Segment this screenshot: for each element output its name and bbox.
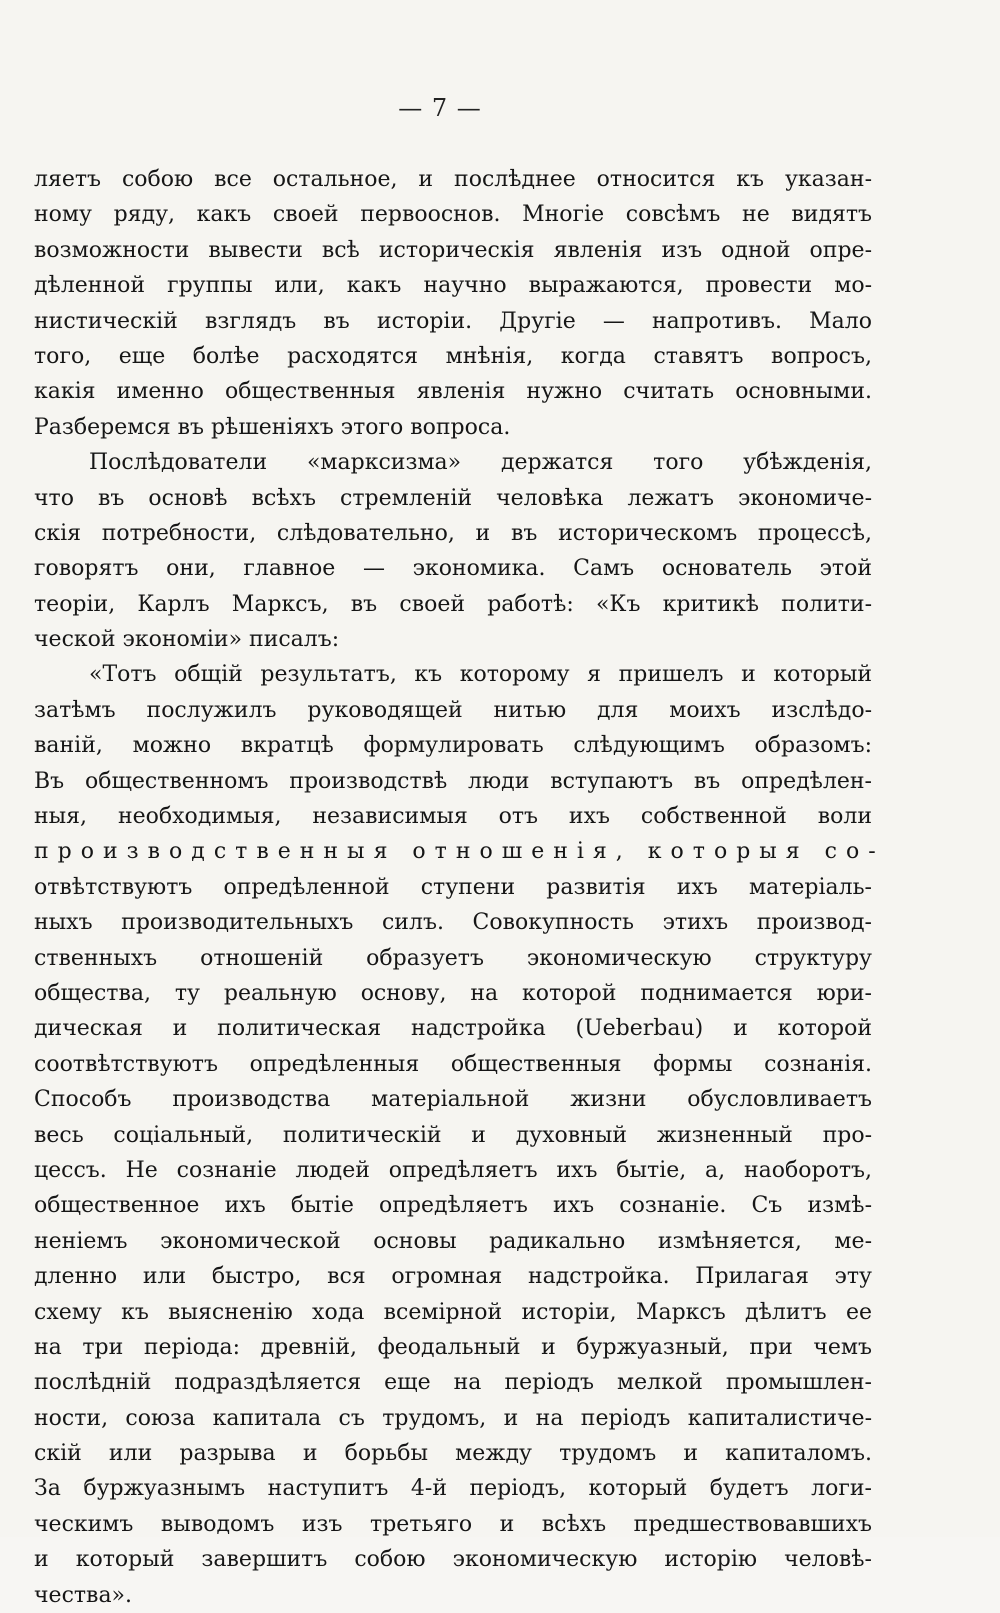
text-line: Послѣдователи «марксизма» держатся того убѣжденія, xyxy=(89,450,872,476)
text-line: весь соціальный, политическій и духовный жизненный про- xyxy=(34,1122,872,1148)
text-line: нистическій взглядъ въ исторіи. Другіе — напротивъ. Мало xyxy=(34,308,872,334)
text-line: цессъ. Не сознаніе людей опредѣляетъ ихъ бытіе, а, наоборотъ, xyxy=(34,1157,872,1183)
text-line: ности, союза капитала съ трудомъ, и на періодъ капиталистиче- xyxy=(34,1405,872,1431)
text-line: говорятъ они, главное — экономика. Самъ основатель этой xyxy=(34,556,872,582)
text-line: дѣленной группы или, какъ научно выражаются, провести мо- xyxy=(34,273,872,299)
text-line: скій или разрыва и борьбы между трудомъ и капиталомъ. xyxy=(34,1441,872,1467)
text-line: неніемъ экономической основы радикально измѣняется, ме- xyxy=(34,1228,872,1254)
text-line: что въ основѣ всѣхъ стремленій человѣка лежатъ экономиче- xyxy=(34,485,872,511)
text-line: ляетъ собою все остальное, и послѣднее относится къ указан- xyxy=(34,167,872,192)
text-line: ческимъ выводомъ изъ третьяго и всѣхъ предшествовавшихъ xyxy=(34,1511,872,1537)
text-line: какія именно общественныя явленія нужно считать основными. xyxy=(34,379,872,405)
text-line: За буржуазнымъ наступитъ 4-й періодъ, который будетъ логи- xyxy=(34,1476,872,1502)
text-line: общества, ту реальную основу, на которой поднимается юри- xyxy=(34,980,872,1006)
text-line: ныя, необходимыя, независимыя отъ ихъ собственной воли xyxy=(34,804,872,830)
text-line: производственныя отношенія, которыя со- xyxy=(34,839,885,865)
text-line: ческой экономіи» писалъ: xyxy=(34,627,340,653)
text-line: ственныхъ отношеній образуетъ экономическую структуру xyxy=(34,945,872,971)
text-line: теоріи, Карлъ Марксъ, въ своей работѣ: «Къ критикѣ полити- xyxy=(34,591,872,617)
text-line: Разберемся въ рѣшеніяхъ этого вопроса. xyxy=(34,414,511,440)
text-line: «Тотъ общій результатъ, къ которому я пришелъ и который xyxy=(89,662,872,688)
text-line: скія потребности, слѣдовательно, и въ историческомъ процессѣ, xyxy=(34,520,872,546)
page-number: — 7 — xyxy=(398,94,482,122)
text-line: общественное ихъ бытіе опредѣляетъ ихъ сознаніе. Съ измѣ- xyxy=(34,1193,872,1219)
text-line: того, еще болѣе расходятся мнѣнія, когда ставятъ вопросъ, xyxy=(34,343,872,369)
text-line: затѣмъ послужилъ руководящей нитью для моихъ изслѣдо- xyxy=(34,697,872,723)
text-line: дленно или быстро, вся огромная надстройка. Прилагая эту xyxy=(34,1264,872,1290)
text-line: соотвѣтствуютъ опредѣленныя общественныя формы сознанія. xyxy=(34,1051,872,1077)
text-line: на три періода: древній, феодальный и буржуазный, при чемъ xyxy=(34,1334,872,1360)
text-line: Въ общественномъ производствѣ люди вступаютъ въ опредѣлен- xyxy=(34,768,872,794)
text-line: ваній, можно вкратцѣ формулировать слѣдующимъ образомъ: xyxy=(34,733,872,759)
text-line: отвѣтствуютъ опредѣленной ступени развитія ихъ матеріаль- xyxy=(34,874,872,900)
text-line: Способъ производства матеріальной жизни обусловливаетъ xyxy=(34,1087,872,1113)
text-line: ныхъ производительныхъ силъ. Совокупность этихъ производ- xyxy=(34,910,872,936)
text-line: схему къ выясненію хода всемірной исторіи, Марксъ дѣлитъ ее xyxy=(34,1299,872,1325)
text-line: возможности вывести всѣ историческія явленія изъ одной опре- xyxy=(34,237,872,263)
text-line: послѣдній подраздѣляется еще на періодъ мелкой промышлен- xyxy=(34,1370,872,1396)
body-text xyxy=(34,162,885,1613)
text-line: ному ряду, какъ своей первооснов. Многіе совсѣмъ не видятъ xyxy=(34,202,872,228)
text-line: дическая и политическая надстройка (Ueberbau) и которой xyxy=(34,1016,872,1042)
text-line: чества». xyxy=(34,1582,133,1608)
text-line: и который завершитъ собою экономическую исторію человѣ- xyxy=(34,1547,872,1573)
